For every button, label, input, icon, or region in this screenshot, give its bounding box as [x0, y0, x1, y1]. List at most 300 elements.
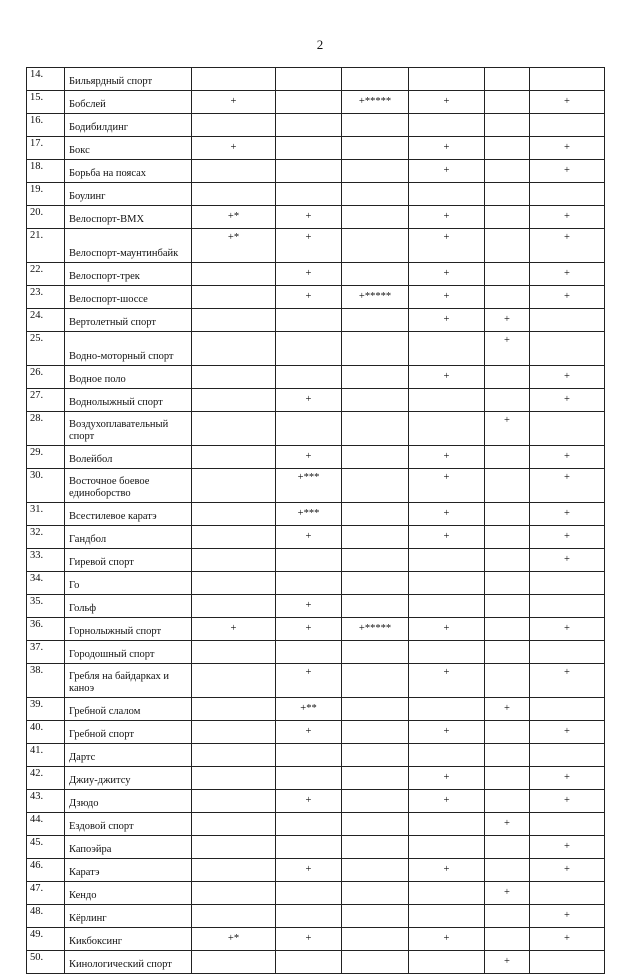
mark-cell: + [192, 91, 276, 114]
mark-cell: + [530, 137, 605, 160]
mark-cell [342, 160, 409, 183]
mark-cell [192, 549, 276, 572]
mark-cell [192, 160, 276, 183]
mark-cell: + [530, 160, 605, 183]
row-number: 31. [27, 503, 65, 526]
mark-cell [192, 859, 276, 882]
table-row [27, 503, 605, 526]
mark-cell [192, 641, 276, 664]
mark-cell: + [530, 549, 605, 572]
sport-name: Гребной спорт [65, 721, 192, 744]
mark-cell [342, 309, 409, 332]
mark-cell: + [530, 790, 605, 813]
table-row [27, 183, 605, 206]
row-number: 45. [27, 836, 65, 859]
mark-cell [342, 412, 409, 446]
mark-cell [192, 836, 276, 859]
row-number: 38. [27, 664, 65, 698]
mark-cell [276, 572, 342, 595]
mark-cell: + [530, 618, 605, 641]
row-number: 42. [27, 767, 65, 790]
mark-cell [342, 206, 409, 229]
table-row [27, 951, 605, 974]
mark-cell [276, 549, 342, 572]
mark-cell: + [409, 790, 485, 813]
mark-cell [192, 698, 276, 721]
mark-cell [192, 664, 276, 698]
sport-name: Городошный спорт [65, 641, 192, 664]
sport-name: Кендо [65, 882, 192, 905]
sport-name: Гребля на байдарках и каноэ [65, 664, 192, 698]
sport-name: Кинологический спорт [65, 951, 192, 974]
mark-cell [192, 503, 276, 526]
table-row [27, 572, 605, 595]
row-number: 30. [27, 469, 65, 503]
mark-cell [530, 595, 605, 618]
mark-cell [409, 882, 485, 905]
mark-cell: + [409, 526, 485, 549]
sport-name: Велоспорт-трек [65, 263, 192, 286]
mark-cell: + [276, 286, 342, 309]
sports-table [26, 67, 605, 974]
mark-cell [485, 572, 530, 595]
mark-cell [485, 91, 530, 114]
table-body [27, 68, 605, 974]
row-number: 44. [27, 813, 65, 836]
mark-cell: + [409, 309, 485, 332]
mark-cell: + [409, 721, 485, 744]
row-number: 48. [27, 905, 65, 928]
mark-cell [342, 332, 409, 366]
mark-cell: + [530, 263, 605, 286]
mark-cell [530, 951, 605, 974]
mark-cell [276, 767, 342, 790]
mark-cell [192, 767, 276, 790]
row-number: 35. [27, 595, 65, 618]
mark-cell: + [276, 664, 342, 698]
mark-cell: + [192, 137, 276, 160]
mark-cell [409, 813, 485, 836]
mark-cell [342, 744, 409, 767]
mark-cell [530, 882, 605, 905]
table-row [27, 641, 605, 664]
sport-name: Бокс [65, 137, 192, 160]
sport-name: Боулинг [65, 183, 192, 206]
mark-cell [485, 928, 530, 951]
mark-cell [192, 68, 276, 91]
row-number: 26. [27, 366, 65, 389]
sport-name: Восточное боевое единоборство [65, 469, 192, 503]
mark-cell: +*** [276, 503, 342, 526]
mark-cell: + [409, 618, 485, 641]
mark-cell [342, 183, 409, 206]
mark-cell: + [409, 664, 485, 698]
sport-name: Борьба на поясах [65, 160, 192, 183]
table-row [27, 309, 605, 332]
mark-cell [409, 183, 485, 206]
mark-cell [192, 114, 276, 137]
sport-name: Гандбол [65, 526, 192, 549]
mark-cell [485, 721, 530, 744]
mark-cell [485, 526, 530, 549]
mark-cell [192, 332, 276, 366]
row-number: 28. [27, 412, 65, 446]
mark-cell [276, 91, 342, 114]
mark-cell [276, 309, 342, 332]
mark-cell [276, 641, 342, 664]
mark-cell [276, 744, 342, 767]
row-number: 33. [27, 549, 65, 572]
mark-cell [192, 905, 276, 928]
row-number: 16. [27, 114, 65, 137]
sport-name: Гиревой спорт [65, 549, 192, 572]
mark-cell [409, 595, 485, 618]
table-row [27, 859, 605, 882]
table-row [27, 813, 605, 836]
table-row [27, 721, 605, 744]
mark-cell [342, 882, 409, 905]
mark-cell: + [530, 503, 605, 526]
table-row [27, 469, 605, 503]
sport-name: Велоспорт-маунтинбайк [65, 229, 192, 263]
mark-cell [485, 641, 530, 664]
mark-cell: + [485, 882, 530, 905]
sport-name: Вертолетный спорт [65, 309, 192, 332]
table-row [27, 412, 605, 446]
mark-cell [342, 721, 409, 744]
mark-cell [530, 572, 605, 595]
mark-cell: + [409, 859, 485, 882]
mark-cell [342, 698, 409, 721]
row-number: 47. [27, 882, 65, 905]
mark-cell: + [485, 309, 530, 332]
mark-cell: + [530, 446, 605, 469]
mark-cell: + [276, 859, 342, 882]
mark-cell: +** [276, 698, 342, 721]
mark-cell [192, 572, 276, 595]
mark-cell [485, 790, 530, 813]
sport-name: Кёрлинг [65, 905, 192, 928]
mark-cell [276, 332, 342, 366]
mark-cell [342, 859, 409, 882]
row-number: 27. [27, 389, 65, 412]
mark-cell [192, 744, 276, 767]
mark-cell [342, 469, 409, 503]
table-row [27, 389, 605, 412]
mark-cell [276, 813, 342, 836]
mark-cell [485, 183, 530, 206]
mark-cell [485, 446, 530, 469]
mark-cell [192, 412, 276, 446]
mark-cell: + [530, 366, 605, 389]
mark-cell: + [409, 137, 485, 160]
mark-cell [342, 836, 409, 859]
mark-cell [485, 905, 530, 928]
mark-cell [485, 664, 530, 698]
mark-cell [192, 183, 276, 206]
mark-cell [485, 595, 530, 618]
mark-cell [530, 698, 605, 721]
sport-name: Дзюдо [65, 790, 192, 813]
mark-cell [409, 836, 485, 859]
mark-cell: + [530, 767, 605, 790]
mark-cell [485, 469, 530, 503]
mark-cell [342, 114, 409, 137]
mark-cell: + [530, 91, 605, 114]
mark-cell [342, 572, 409, 595]
mark-cell: + [276, 446, 342, 469]
mark-cell [409, 68, 485, 91]
mark-cell [485, 114, 530, 137]
mark-cell [342, 813, 409, 836]
mark-cell [276, 68, 342, 91]
mark-cell [485, 263, 530, 286]
table-row [27, 618, 605, 641]
mark-cell [342, 503, 409, 526]
mark-cell: + [530, 905, 605, 928]
mark-cell: + [409, 767, 485, 790]
mark-cell [342, 664, 409, 698]
table-row [27, 446, 605, 469]
mark-cell: +* [192, 229, 276, 263]
mark-cell: + [530, 389, 605, 412]
mark-cell [485, 68, 530, 91]
mark-cell [409, 389, 485, 412]
sport-name: Велоспорт-ВМХ [65, 206, 192, 229]
mark-cell [192, 389, 276, 412]
mark-cell: + [409, 446, 485, 469]
sport-name: Капоэйра [65, 836, 192, 859]
mark-cell [409, 905, 485, 928]
mark-cell: + [276, 206, 342, 229]
mark-cell: +* [192, 928, 276, 951]
sport-name: Ездовой спорт [65, 813, 192, 836]
mark-cell: + [530, 859, 605, 882]
sport-name: Воднолыжный спорт [65, 389, 192, 412]
row-number: 17. [27, 137, 65, 160]
mark-cell [530, 744, 605, 767]
row-number: 34. [27, 572, 65, 595]
table-row [27, 332, 605, 366]
mark-cell [342, 68, 409, 91]
mark-cell: + [485, 813, 530, 836]
mark-cell [342, 229, 409, 263]
sport-name: Гольф [65, 595, 192, 618]
mark-cell [276, 160, 342, 183]
mark-cell [342, 641, 409, 664]
mark-cell [409, 114, 485, 137]
row-number: 24. [27, 309, 65, 332]
mark-cell: +*** [276, 469, 342, 503]
mark-cell [485, 503, 530, 526]
mark-cell [276, 882, 342, 905]
table-row [27, 744, 605, 767]
mark-cell: +***** [342, 618, 409, 641]
sport-name: Дартс [65, 744, 192, 767]
row-number: 36. [27, 618, 65, 641]
row-number: 43. [27, 790, 65, 813]
mark-cell: + [409, 91, 485, 114]
mark-cell [485, 160, 530, 183]
mark-cell: + [530, 928, 605, 951]
mark-cell [192, 446, 276, 469]
table-row [27, 263, 605, 286]
mark-cell: + [276, 721, 342, 744]
sport-name: Бодибилдинг [65, 114, 192, 137]
mark-cell: +***** [342, 286, 409, 309]
mark-cell [342, 790, 409, 813]
mark-cell [276, 137, 342, 160]
mark-cell: + [276, 928, 342, 951]
mark-cell: + [409, 503, 485, 526]
mark-cell [192, 286, 276, 309]
sport-name: Бильярдный спорт [65, 68, 192, 91]
table-row [27, 526, 605, 549]
mark-cell [276, 412, 342, 446]
table-row [27, 595, 605, 618]
sport-name: Кикбоксинг [65, 928, 192, 951]
mark-cell: + [530, 206, 605, 229]
mark-cell [192, 882, 276, 905]
row-number: 37. [27, 641, 65, 664]
mark-cell: + [276, 263, 342, 286]
sport-name: Каратэ [65, 859, 192, 882]
row-number: 39. [27, 698, 65, 721]
sport-name: Го [65, 572, 192, 595]
mark-cell: + [485, 412, 530, 446]
mark-cell [276, 836, 342, 859]
mark-cell [409, 744, 485, 767]
mark-cell [530, 183, 605, 206]
mark-cell [485, 618, 530, 641]
table-row [27, 137, 605, 160]
mark-cell: + [276, 618, 342, 641]
mark-cell [276, 366, 342, 389]
mark-cell [342, 549, 409, 572]
row-number: 40. [27, 721, 65, 744]
row-number: 14. [27, 68, 65, 91]
mark-cell [409, 572, 485, 595]
mark-cell [276, 183, 342, 206]
sport-name: Бобслей [65, 91, 192, 114]
mark-cell: + [276, 595, 342, 618]
mark-cell [192, 526, 276, 549]
mark-cell [342, 526, 409, 549]
mark-cell: + [485, 698, 530, 721]
sport-name: Водное поло [65, 366, 192, 389]
mark-cell [485, 286, 530, 309]
mark-cell [342, 951, 409, 974]
row-number: 19. [27, 183, 65, 206]
mark-cell: + [485, 951, 530, 974]
mark-cell: + [530, 664, 605, 698]
mark-cell [485, 206, 530, 229]
row-number: 25. [27, 332, 65, 366]
mark-cell: + [409, 469, 485, 503]
sport-name: Горнолыжный спорт [65, 618, 192, 641]
table-row [27, 160, 605, 183]
mark-cell [276, 114, 342, 137]
mark-cell [530, 813, 605, 836]
mark-cell: + [276, 526, 342, 549]
mark-cell [409, 412, 485, 446]
table-row [27, 790, 605, 813]
sport-name: Водно-моторный спорт [65, 332, 192, 366]
row-number: 23. [27, 286, 65, 309]
row-number: 22. [27, 263, 65, 286]
table-row [27, 698, 605, 721]
mark-cell [530, 114, 605, 137]
mark-cell [485, 389, 530, 412]
mark-cell: + [276, 229, 342, 263]
table-row [27, 882, 605, 905]
sport-name: Волейбол [65, 446, 192, 469]
row-number: 50. [27, 951, 65, 974]
mark-cell [342, 446, 409, 469]
row-number: 20. [27, 206, 65, 229]
mark-cell [276, 951, 342, 974]
table-row [27, 905, 605, 928]
page-number: 2 [316, 37, 324, 52]
mark-cell: + [530, 229, 605, 263]
mark-cell [409, 641, 485, 664]
sport-name: Гребной слалом [65, 698, 192, 721]
mark-cell [342, 928, 409, 951]
mark-cell [342, 767, 409, 790]
row-number: 46. [27, 859, 65, 882]
table-row [27, 928, 605, 951]
mark-cell: + [409, 263, 485, 286]
mark-cell [409, 332, 485, 366]
mark-cell [192, 595, 276, 618]
mark-cell [530, 332, 605, 366]
row-number: 32. [27, 526, 65, 549]
mark-cell [192, 721, 276, 744]
row-number: 41. [27, 744, 65, 767]
mark-cell [192, 469, 276, 503]
mark-cell [530, 641, 605, 664]
mark-cell: +* [192, 206, 276, 229]
mark-cell [342, 905, 409, 928]
mark-cell: + [485, 332, 530, 366]
mark-cell [485, 859, 530, 882]
row-number: 15. [27, 91, 65, 114]
table-row [27, 91, 605, 114]
mark-cell [409, 549, 485, 572]
table-row [27, 286, 605, 309]
mark-cell [409, 698, 485, 721]
mark-cell [342, 595, 409, 618]
mark-cell [485, 366, 530, 389]
mark-cell [485, 229, 530, 263]
table-row [27, 664, 605, 698]
mark-cell: + [530, 286, 605, 309]
mark-cell: + [409, 366, 485, 389]
mark-cell: + [276, 389, 342, 412]
row-number: 49. [27, 928, 65, 951]
table-row [27, 114, 605, 137]
mark-cell: + [530, 526, 605, 549]
mark-cell [342, 389, 409, 412]
mark-cell: + [409, 286, 485, 309]
mark-cell [192, 263, 276, 286]
mark-cell [485, 137, 530, 160]
table-row [27, 229, 605, 263]
mark-cell [485, 836, 530, 859]
mark-cell [192, 309, 276, 332]
sport-name: Воздухоплавательный спорт [65, 412, 192, 446]
table-row [27, 68, 605, 91]
